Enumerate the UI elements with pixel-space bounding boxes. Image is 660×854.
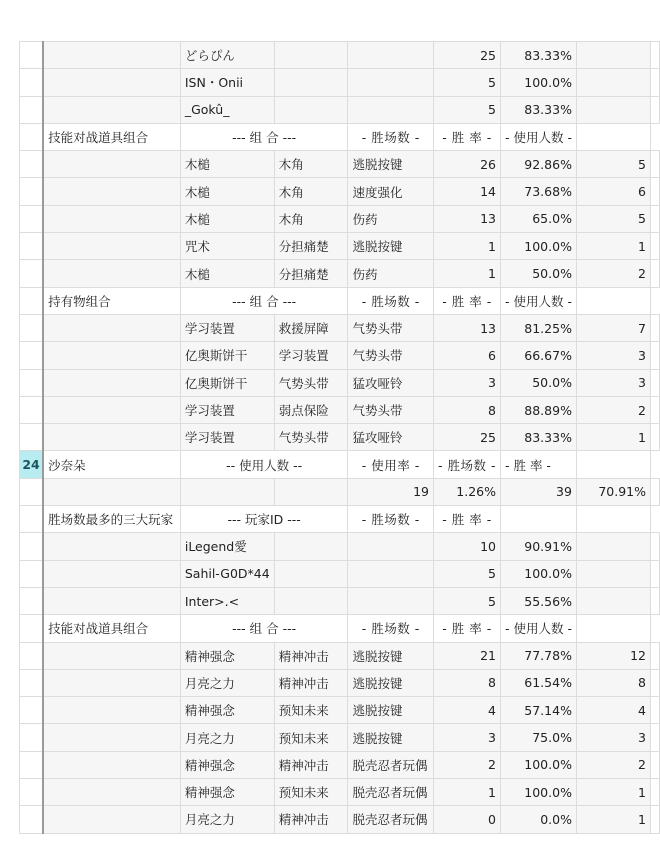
value-cell[interactable] — [651, 233, 660, 260]
item-cell[interactable]: 脱壳忍者玩偶 — [348, 806, 434, 833]
value-cell[interactable]: 5 — [434, 96, 501, 123]
value-cell[interactable]: 5 — [576, 151, 650, 178]
row-index-cell[interactable] — [20, 642, 44, 669]
value-cell[interactable]: 13 — [434, 205, 501, 232]
row-index-cell[interactable] — [20, 396, 44, 423]
item-cell[interactable]: 木槌 — [180, 151, 274, 178]
item-cell[interactable]: 气势头带 — [348, 342, 434, 369]
section-label-cell[interactable]: 沙奈朵 — [43, 451, 180, 478]
value-cell[interactable]: 5 — [434, 560, 501, 587]
value-cell[interactable]: 1 — [576, 806, 650, 833]
value-cell[interactable]: 100.0% — [500, 779, 576, 806]
row-index-cell[interactable] — [20, 151, 44, 178]
value-cell[interactable]: 39 — [500, 478, 576, 505]
value-cell[interactable]: 4 — [434, 697, 501, 724]
row-index-cell[interactable] — [20, 478, 44, 505]
row-index-cell[interactable] — [20, 233, 44, 260]
value-cell[interactable]: 75.0% — [500, 724, 576, 751]
spreadsheet-table — [19, 41, 660, 834]
table-row — [20, 151, 660, 178]
item-cell[interactable]: 精神冲击 — [274, 806, 348, 833]
row-index-cell[interactable] — [20, 96, 44, 123]
row-index-cell[interactable] — [20, 669, 44, 696]
item-cell[interactable]: どらぴん — [180, 42, 274, 69]
value-cell[interactable]: - 胜 率 - — [434, 615, 501, 642]
table-row — [20, 233, 660, 260]
item-cell[interactable]: 脱壳忍者玩偶 — [348, 751, 434, 778]
item-cell[interactable]: 猛攻哑铃 — [348, 424, 434, 451]
value-cell[interactable]: 1 — [576, 779, 650, 806]
item-cell[interactable] — [274, 587, 348, 614]
item-cell[interactable]: 木槌 — [180, 260, 274, 287]
item-cell[interactable]: -- 使用人数 -- — [180, 451, 348, 478]
item-cell[interactable]: Sahil-G0D*44 — [180, 560, 274, 587]
value-cell[interactable]: - 使用人数 - — [500, 123, 576, 150]
value-cell[interactable]: 3 — [576, 342, 650, 369]
item-cell[interactable]: 精神强念 — [180, 751, 274, 778]
table-row — [20, 123, 660, 150]
row-index-cell[interactable] — [20, 123, 44, 150]
item-cell[interactable] — [274, 560, 348, 587]
value-cell[interactable]: - 胜 率 - — [434, 287, 501, 314]
value-cell[interactable]: 83.33% — [500, 424, 576, 451]
value-cell[interactable]: 8 — [434, 396, 501, 423]
value-cell[interactable]: 100.0% — [500, 69, 576, 96]
value-cell[interactable]: 50.0% — [500, 369, 576, 396]
value-cell[interactable]: 26 — [434, 151, 501, 178]
item-cell[interactable] — [274, 69, 348, 96]
row-index-cell[interactable]: 24 — [20, 451, 44, 478]
row-index-cell[interactable] — [20, 615, 44, 642]
value-cell[interactable]: 21 — [434, 642, 501, 669]
item-cell[interactable]: 木槌 — [180, 178, 274, 205]
item-cell[interactable] — [348, 96, 434, 123]
item-cell[interactable]: 木角 — [274, 205, 348, 232]
row-index-cell[interactable] — [20, 69, 44, 96]
table-row — [20, 697, 660, 724]
value-cell[interactable]: 13 — [434, 314, 501, 341]
value-cell[interactable] — [651, 424, 660, 451]
value-cell[interactable]: - 胜 率 - — [500, 451, 576, 478]
value-cell[interactable] — [500, 506, 576, 533]
section-label-cell[interactable] — [43, 560, 180, 587]
item-cell[interactable]: 月亮之力 — [180, 669, 274, 696]
value-cell[interactable]: 0.0% — [500, 806, 576, 833]
section-label-cell[interactable] — [43, 205, 180, 232]
row-index-cell[interactable] — [20, 806, 44, 833]
section-label-cell[interactable] — [43, 42, 180, 69]
section-label-cell[interactable] — [43, 69, 180, 96]
item-cell[interactable] — [274, 533, 348, 560]
row-index-cell[interactable] — [20, 751, 44, 778]
value-cell[interactable] — [576, 587, 650, 614]
item-cell[interactable]: 猛攻哑铃 — [348, 369, 434, 396]
value-cell[interactable]: 10 — [434, 533, 501, 560]
value-cell[interactable]: 4 — [576, 697, 650, 724]
value-cell[interactable]: 92.86% — [500, 151, 576, 178]
value-cell[interactable] — [651, 369, 660, 396]
value-cell[interactable] — [576, 533, 650, 560]
table-row — [20, 424, 660, 451]
value-cell[interactable]: 2 — [576, 396, 650, 423]
item-cell[interactable]: 精神冲击 — [274, 669, 348, 696]
value-cell[interactable]: - 胜场数 - — [434, 451, 501, 478]
table-row — [20, 396, 660, 423]
section-label-cell[interactable] — [43, 724, 180, 751]
value-cell[interactable] — [651, 178, 660, 205]
value-cell[interactable]: 3 — [576, 369, 650, 396]
item-cell[interactable]: 学习装置 — [274, 342, 348, 369]
value-cell[interactable]: 55.56% — [500, 587, 576, 614]
value-cell[interactable]: 7 — [576, 314, 650, 341]
value-cell[interactable]: 0 — [434, 806, 501, 833]
row-index-cell[interactable] — [20, 424, 44, 451]
item-cell[interactable] — [180, 478, 274, 505]
row-index-cell[interactable] — [20, 506, 44, 533]
section-label-cell[interactable] — [43, 779, 180, 806]
table-row — [20, 751, 660, 778]
section-label-cell[interactable] — [43, 178, 180, 205]
value-cell[interactable]: 70.91% — [576, 478, 650, 505]
value-cell[interactable] — [651, 69, 660, 96]
value-cell[interactable] — [576, 96, 650, 123]
section-label-cell[interactable] — [43, 151, 180, 178]
value-cell[interactable]: 90.91% — [500, 533, 576, 560]
item-cell[interactable]: Inter>.< — [180, 587, 274, 614]
value-cell[interactable]: 88.89% — [500, 396, 576, 423]
value-cell[interactable] — [651, 724, 660, 751]
value-cell[interactable] — [651, 642, 660, 669]
value-cell[interactable]: 100.0% — [500, 751, 576, 778]
value-cell[interactable] — [651, 260, 660, 287]
table-row — [20, 96, 660, 123]
section-label-cell[interactable] — [43, 751, 180, 778]
item-cell[interactable] — [274, 478, 348, 505]
table-row — [20, 587, 660, 614]
item-cell[interactable]: 精神强念 — [180, 697, 274, 724]
item-cell[interactable]: 气势头带 — [274, 369, 348, 396]
item-cell[interactable]: 气势头带 — [348, 396, 434, 423]
item-cell[interactable]: 学习装置 — [180, 314, 274, 341]
item-cell[interactable]: 逃脱按键 — [348, 669, 434, 696]
item-cell[interactable]: 伤药 — [348, 205, 434, 232]
item-cell[interactable]: 亿奥斯饼干 — [180, 342, 274, 369]
value-cell[interactable]: 1 — [576, 424, 650, 451]
value-cell[interactable]: - 胜场数 - — [348, 506, 434, 533]
item-cell[interactable]: 预知未来 — [274, 697, 348, 724]
section-label-cell[interactable] — [43, 806, 180, 833]
value-cell[interactable]: 6 — [576, 178, 650, 205]
item-cell[interactable]: 木角 — [274, 178, 348, 205]
section-label-cell[interactable]: 胜场数最多的三大玩家 — [43, 506, 180, 533]
section-label-cell[interactable] — [43, 424, 180, 451]
row-index-cell[interactable] — [20, 178, 44, 205]
value-cell[interactable] — [651, 96, 660, 123]
item-cell[interactable] — [274, 42, 348, 69]
value-cell[interactable] — [651, 151, 660, 178]
item-cell[interactable]: 精神强念 — [180, 642, 274, 669]
value-cell[interactable]: - 使用人数 - — [500, 287, 576, 314]
value-cell[interactable] — [576, 560, 650, 587]
item-cell[interactable]: iLegend愛 — [180, 533, 274, 560]
item-cell[interactable]: 精神强念 — [180, 779, 274, 806]
item-cell[interactable]: 咒术 — [180, 233, 274, 260]
table-row — [20, 779, 660, 806]
value-cell[interactable]: 5 — [434, 69, 501, 96]
section-label-cell[interactable] — [43, 260, 180, 287]
value-cell[interactable]: 3 — [434, 369, 501, 396]
value-cell[interactable]: 2 — [576, 260, 650, 287]
row-index-cell[interactable] — [20, 560, 44, 587]
item-cell[interactable]: --- 玩家ID --- — [180, 506, 348, 533]
value-cell[interactable] — [576, 69, 650, 96]
value-cell[interactable]: 66.67% — [500, 342, 576, 369]
item-cell[interactable]: 逃脱按键 — [348, 697, 434, 724]
section-label-cell[interactable] — [43, 533, 180, 560]
item-cell[interactable]: 分担痛楚 — [274, 260, 348, 287]
table-row — [20, 369, 660, 396]
table-row — [20, 205, 660, 232]
value-cell[interactable] — [576, 451, 650, 478]
item-cell[interactable] — [348, 533, 434, 560]
item-cell[interactable]: 逃脱按键 — [348, 642, 434, 669]
table-row — [20, 642, 660, 669]
value-cell[interactable]: - 使用率 - — [348, 451, 434, 478]
value-cell[interactable]: 25 — [434, 42, 501, 69]
item-cell[interactable]: 学习装置 — [180, 424, 274, 451]
value-cell[interactable] — [651, 533, 660, 560]
section-label-cell[interactable]: 持有物组合 — [43, 287, 180, 314]
section-label-cell[interactable] — [43, 369, 180, 396]
value-cell[interactable]: 1 — [576, 233, 650, 260]
value-cell[interactable]: 1 — [434, 233, 501, 260]
value-cell[interactable] — [576, 287, 650, 314]
section-label-cell[interactable] — [43, 642, 180, 669]
table-row — [20, 724, 660, 751]
value-cell[interactable] — [651, 42, 660, 69]
value-cell[interactable]: 5 — [434, 587, 501, 614]
item-cell[interactable]: 月亮之力 — [180, 724, 274, 751]
item-cell[interactable] — [348, 69, 434, 96]
value-cell[interactable] — [651, 342, 660, 369]
table-row — [20, 342, 660, 369]
value-cell[interactable]: - 胜场数 - — [348, 287, 434, 314]
value-cell[interactable]: 6 — [434, 342, 501, 369]
section-label-cell[interactable] — [43, 697, 180, 724]
value-cell[interactable] — [651, 314, 660, 341]
value-cell[interactable]: 12 — [576, 642, 650, 669]
table-row — [20, 560, 660, 587]
table-row — [20, 478, 660, 505]
item-cell[interactable]: --- 组 合 --- — [180, 615, 348, 642]
item-cell[interactable]: 木角 — [274, 151, 348, 178]
value-cell[interactable] — [651, 806, 660, 833]
section-label-cell[interactable] — [43, 342, 180, 369]
table-row — [20, 669, 660, 696]
item-cell[interactable]: 逃脱按键 — [348, 151, 434, 178]
row-index-cell[interactable] — [20, 205, 44, 232]
item-cell[interactable]: 伤药 — [348, 260, 434, 287]
value-cell[interactable]: 3 — [576, 724, 650, 751]
item-cell[interactable]: 救援屏障 — [274, 314, 348, 341]
section-label-cell[interactable] — [43, 478, 180, 505]
item-cell[interactable]: 脱壳忍者玩偶 — [348, 779, 434, 806]
value-cell[interactable]: 50.0% — [500, 260, 576, 287]
value-cell[interactable]: 100.0% — [500, 233, 576, 260]
section-label-cell[interactable] — [43, 669, 180, 696]
value-cell[interactable]: 2 — [434, 751, 501, 778]
item-cell[interactable]: --- 组 合 --- — [180, 123, 348, 150]
table-row — [20, 42, 660, 69]
section-label-cell[interactable] — [43, 396, 180, 423]
section-label-cell[interactable]: 技能对战道具组合 — [43, 615, 180, 642]
row-index-cell[interactable] — [20, 342, 44, 369]
section-label-cell[interactable]: 技能对战道具组合 — [43, 123, 180, 150]
value-cell[interactable]: - 胜 率 - — [434, 123, 501, 150]
item-cell[interactable]: 精神冲击 — [274, 751, 348, 778]
item-cell[interactable]: 预知未来 — [274, 779, 348, 806]
item-cell[interactable]: _Gokû_ — [180, 96, 274, 123]
item-cell[interactable]: 气势头带 — [348, 314, 434, 341]
value-cell[interactable]: - 胜场数 - — [348, 123, 434, 150]
item-cell[interactable] — [348, 587, 434, 614]
item-cell[interactable] — [348, 560, 434, 587]
value-cell[interactable]: 61.54% — [500, 669, 576, 696]
table-row — [20, 287, 660, 314]
row-index-cell[interactable] — [20, 42, 44, 69]
table-row — [20, 314, 660, 341]
section-label-cell[interactable] — [43, 96, 180, 123]
row-index-cell[interactable] — [20, 587, 44, 614]
value-cell[interactable]: 1 — [434, 779, 501, 806]
value-cell[interactable]: 25 — [434, 424, 501, 451]
row-index-cell[interactable] — [20, 287, 44, 314]
item-cell[interactable]: 分担痛楚 — [274, 233, 348, 260]
row-index-cell[interactable] — [20, 697, 44, 724]
table-row — [20, 806, 660, 833]
table-row — [20, 69, 660, 96]
value-cell[interactable]: 65.0% — [500, 205, 576, 232]
value-cell[interactable] — [651, 669, 660, 696]
value-cell[interactable]: 77.78% — [500, 642, 576, 669]
item-cell[interactable]: 气势头带 — [274, 424, 348, 451]
value-cell[interactable]: 1 — [434, 260, 501, 287]
table-row — [20, 506, 660, 533]
value-cell[interactable] — [651, 478, 660, 505]
item-cell[interactable] — [274, 96, 348, 123]
row-index-cell[interactable] — [20, 779, 44, 806]
item-cell[interactable]: 精神冲击 — [274, 642, 348, 669]
row-index-cell[interactable] — [20, 533, 44, 560]
value-cell[interactable]: 83.33% — [500, 42, 576, 69]
value-cell[interactable] — [651, 587, 660, 614]
value-cell[interactable]: 14 — [434, 178, 501, 205]
value-cell[interactable]: 57.14% — [500, 697, 576, 724]
table-row — [20, 260, 660, 287]
value-cell[interactable]: 8 — [576, 669, 650, 696]
row-index-cell[interactable] — [20, 314, 44, 341]
item-cell[interactable]: 19 — [348, 478, 434, 505]
value-cell[interactable] — [576, 123, 650, 150]
value-cell[interactable] — [651, 697, 660, 724]
value-cell[interactable] — [651, 396, 660, 423]
table-row — [20, 533, 660, 560]
row-index-cell[interactable] — [20, 724, 44, 751]
item-cell[interactable] — [348, 42, 434, 69]
section-label-cell[interactable] — [43, 314, 180, 341]
row-index-cell[interactable] — [20, 369, 44, 396]
value-cell[interactable] — [651, 751, 660, 778]
value-cell[interactable]: 3 — [434, 724, 501, 751]
value-cell[interactable]: 5 — [576, 205, 650, 232]
item-cell[interactable]: --- 组 合 --- — [180, 287, 348, 314]
value-cell[interactable] — [651, 779, 660, 806]
table-row — [20, 615, 660, 642]
item-cell[interactable]: 逃脱按键 — [348, 233, 434, 260]
item-cell[interactable]: 月亮之力 — [180, 806, 274, 833]
value-cell[interactable]: 81.25% — [500, 314, 576, 341]
row-index-cell[interactable] — [20, 260, 44, 287]
value-cell[interactable]: - 胜场数 - — [348, 615, 434, 642]
item-cell[interactable]: 预知未来 — [274, 724, 348, 751]
value-cell[interactable]: 8 — [434, 669, 501, 696]
section-label-cell[interactable] — [43, 587, 180, 614]
item-cell[interactable]: 速度强化 — [348, 178, 434, 205]
table-row — [20, 178, 660, 205]
value-cell[interactable]: 1.26% — [434, 478, 501, 505]
item-cell[interactable]: 亿奥斯饼干 — [180, 369, 274, 396]
value-cell[interactable] — [651, 560, 660, 587]
value-cell[interactable]: 100.0% — [500, 560, 576, 587]
item-cell[interactable]: 逃脱按键 — [348, 724, 434, 751]
item-cell[interactable]: 木槌 — [180, 205, 274, 232]
value-cell[interactable] — [651, 205, 660, 232]
item-cell[interactable]: 弱点保险 — [274, 396, 348, 423]
value-cell[interactable]: 73.68% — [500, 178, 576, 205]
value-cell[interactable]: 83.33% — [500, 96, 576, 123]
value-cell[interactable]: - 使用人数 - — [500, 615, 576, 642]
value-cell[interactable]: - 胜 率 - — [434, 506, 501, 533]
item-cell[interactable]: ISN・Onii — [180, 69, 274, 96]
item-cell[interactable]: 学习装置 — [180, 396, 274, 423]
value-cell[interactable] — [576, 42, 650, 69]
value-cell[interactable]: 2 — [576, 751, 650, 778]
table-row — [20, 451, 660, 478]
value-cell[interactable] — [576, 615, 650, 642]
section-label-cell[interactable] — [43, 233, 180, 260]
value-cell[interactable] — [576, 506, 650, 533]
